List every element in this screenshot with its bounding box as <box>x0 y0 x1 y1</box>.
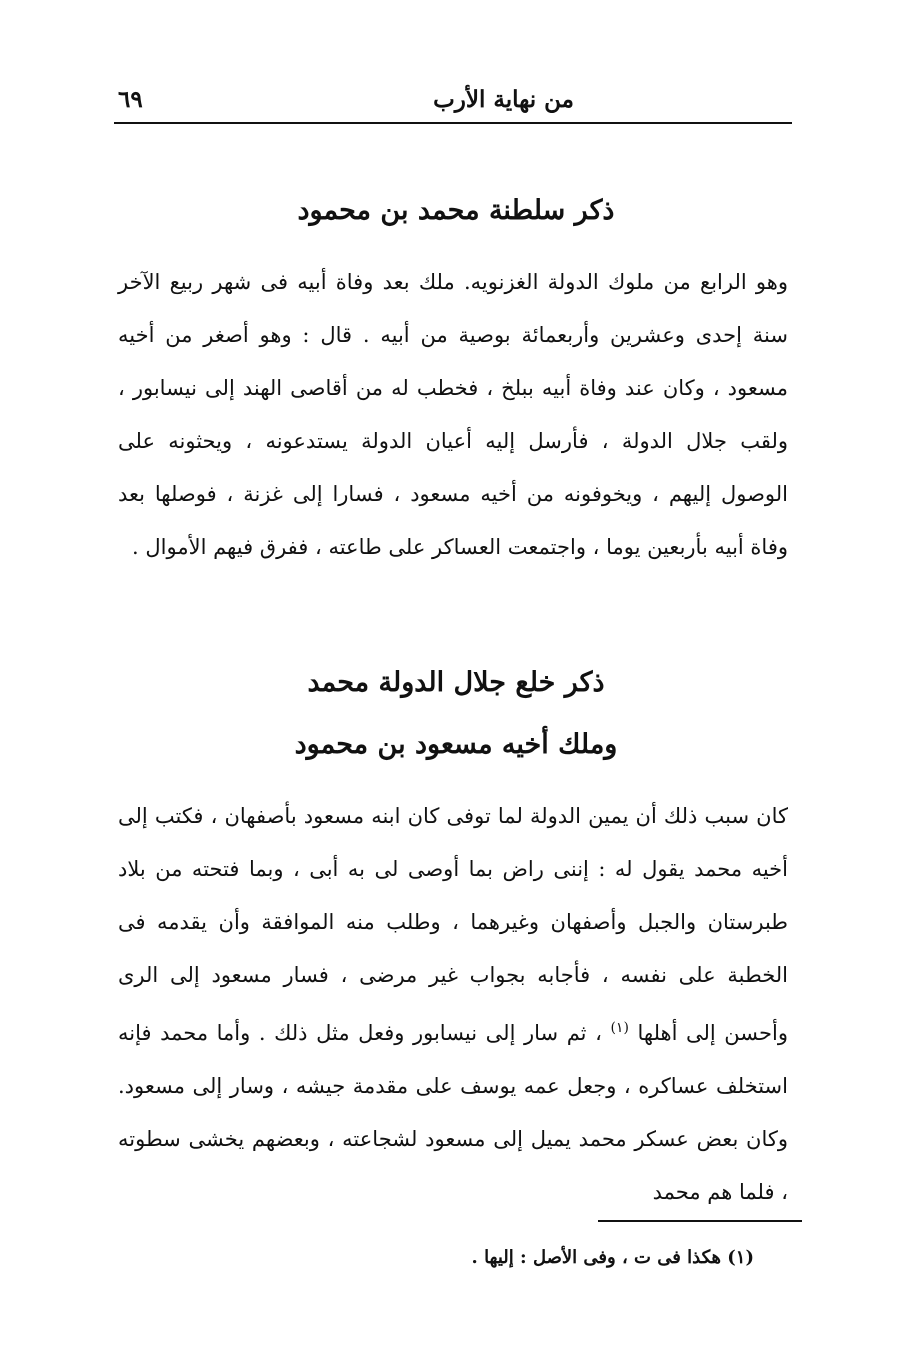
paragraph-text-part2: ، ثم سار إلى نيسابور وفعل مثل ذلك . وأما محمد فإنه استخلف عساكره ، وجعل عمه يوسف على مقدمة جيشه ، وسار إلى مسعود. وكان بعض عسكر محمد يميل إلى مسعود لشجاعته ، وبعضهم يخشى سطوته ، فلما هم محمد <box>118 1021 788 1204</box>
footnote-rule <box>598 1220 802 1222</box>
footnote: (١) هكذا فى ت ، وفى الأصل : إليها . <box>471 1247 754 1268</box>
footnote-reference[interactable]: (١) <box>610 1020 629 1036</box>
section-paragraph-deposition <box>118 790 788 1219</box>
page-number: ٦٩ <box>118 86 143 113</box>
running-header <box>118 82 784 122</box>
paragraph-text-part1: كان سبب ذلك أن يمين الدولة لما توفى كان ابنه مسعود بأصفهان ، فكتب إلى أخيه محمد يقول له : إننى راض بما أوصى لى به أبى ، وبما فتحته من بلاد طبرستان والجبل وأصفهان وغيرهما ، وطلب منه الموافقة وأن يقدمه فى الخطبة على نفسه ، فأجابه بجواب غير مرضى ، فسار مسعود إلى الرى وأحسن إلى أهلها <box>118 804 788 1045</box>
section-heading-deposition-line2: وملك أخيه مسعود بن محمود <box>294 729 618 760</box>
section-heading-deposition-line1: ذكر خلع جلال الدولة محمد <box>307 667 605 698</box>
section-heading-sultanate: ذكر سلطنة محمد بن محمود <box>297 195 615 226</box>
header-rule <box>114 122 792 124</box>
section-paragraph-sultanate: وهو الرابع من ملوك الدولة الغزنويه. ملك بعد وفاة أبيه فى شهر ربيع الآخر سنة إحدى وعشرين وأربعمائة بوصية من أبيه . قال : وهو أصغر من أخيه مسعود ، وكان عند وفاة أبيه ببلخ ، فخطب له من أقاصى الهند إلى نيسابور ، ولقب جلال الدولة ، فأرسل إليه أعيان الدولة يستدعونه ، ويحثونه على الوصول إليهم ، ويخوفونه من أخيه مسعود ، فسارا إلى غزنة ، فوصلها بعد وفاة أبيه بأربعين يوما ، واجتمعت العساكر على طاعته ، ففرق فيهم الأموال . <box>118 270 788 559</box>
running-title: من نهاية الأرب <box>433 86 574 113</box>
